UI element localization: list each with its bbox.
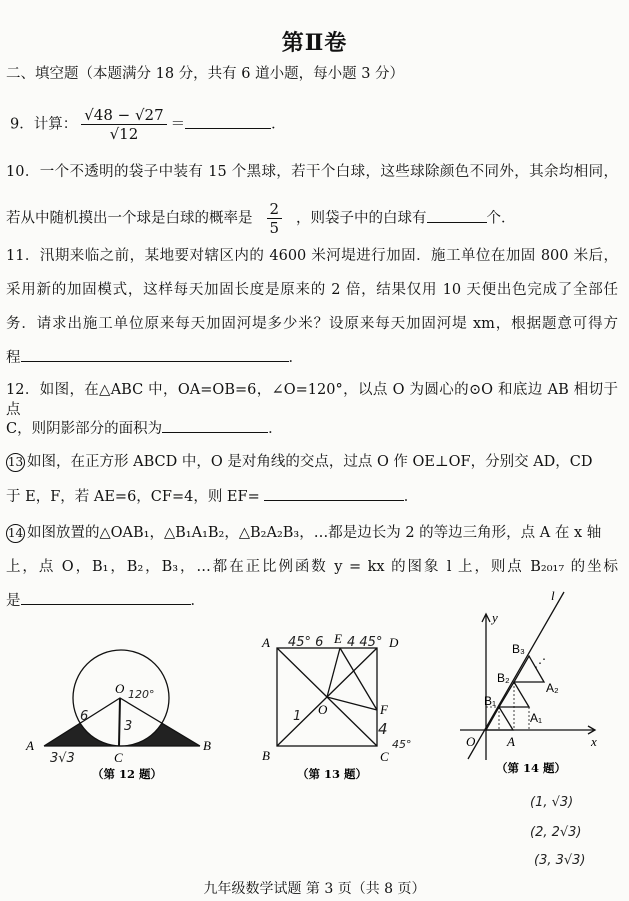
fig14-line-l [468, 592, 564, 759]
fig13-note-cf: 4 [378, 720, 388, 738]
fig13-label-e: E [334, 631, 342, 646]
fig13-note-c-angle: 45° [392, 738, 412, 751]
page-footer: 九年级数学试题 第 3 页（共 8 页） [203, 881, 426, 897]
q14-text: 如图放置的△OAB₁，△B₁A₁B₂，△B₂A₂B₃，…都是边长为 2 的等边三角形，点 A 在 x 轴 [27, 525, 602, 541]
fig13-note-ae: 45° 6 [288, 635, 324, 650]
q11-line3: 务．请求出施工单位原来每天加固河堤多少米？设原来每天加固河堤 xm，根据题意可得方 [6, 316, 618, 332]
q10-text-b: ，则袋子中的白球有 [296, 210, 427, 227]
page-title: 第Ⅱ卷 [281, 30, 348, 56]
q9-numerator: √48 − √27 [81, 106, 166, 125]
fig13-note-ed: 4 45° [347, 635, 383, 650]
fig12-label-o: O [115, 681, 125, 696]
q9-end: ． [271, 116, 286, 133]
fig13-label-c: C [380, 749, 389, 764]
fig12-radius-oc [119, 698, 120, 746]
fig12-note-base: 3√3 [50, 751, 75, 766]
fig14-label-b1: B₁ [484, 694, 497, 708]
fig14-label-a2: A₂ [546, 681, 559, 695]
q14-circled-number: 14 [6, 524, 25, 543]
fig14-label-b3: B₃ [512, 642, 525, 656]
fig13-label-o: O [318, 702, 328, 717]
q10-text-c: 个． [486, 210, 516, 227]
fig14-label-l: l [551, 588, 555, 603]
section-heading: 二、填空题（本题满分 18 分，共有 6 道小题，每小题 3 分） [6, 66, 405, 82]
fig13-note-one: 1 [293, 709, 302, 724]
q9-denominator: √12 [109, 125, 139, 143]
fig12-note-side: 6 [80, 709, 89, 724]
fig12-label-c: C [114, 750, 123, 765]
q11-line1: 11．汛期来临之前，某地要对辖区内的 4600 米河堤进行加固．施工单位在加固 800 米后， [6, 248, 618, 264]
q10-frac-den: 5 [269, 219, 280, 237]
fig14-label-x: x [591, 734, 597, 749]
q10-text-a: 若从中随机摸出一个球是白球的概率是 [6, 210, 253, 227]
q13-text: 如图，在正方形 ABCD 中，O 是对角线的交点，过点 O 作 OE⊥OF，分别交 AD，CD [27, 454, 593, 470]
fig12-label-b: B [203, 738, 211, 753]
fig13-label-a: A [262, 635, 270, 650]
q13-end: ． [403, 489, 419, 505]
fig14-label-b2: B₂ [497, 671, 510, 685]
q12-text: C，则阴影部分的面积为 [6, 421, 163, 437]
q12-end: ． [268, 421, 283, 437]
fig13-label-d: D [389, 635, 399, 650]
q12-line1: 12．如图，在△ABC 中，OA=OB=6，∠O=120°，以点 O 为圆心的⊙O 和底边 AB 相切于点 [6, 382, 618, 418]
figure-14 [460, 592, 595, 760]
fig13-caption: （第 13 题） [297, 767, 368, 781]
q11-line2: 采用新的加固模式，这样每天加固长度是原来的 2 倍，结果仅用 10 天便出色完成了全部任 [6, 282, 618, 298]
q14-line2: 上，点 O，B₁，B₂，B₃，…都在正比例函数 y = kx 的图象 l 上，则点 B₂₀₁₇ 的坐标 [6, 559, 618, 575]
fig12-note-height: 3 [124, 719, 133, 734]
q11-end: ． [288, 350, 303, 366]
q10-frac-num: 2 [267, 200, 283, 219]
handwritten-answer-1: (1, √3) [530, 795, 574, 810]
q11-text: 程 [6, 350, 21, 366]
fig14-label-y: y [492, 610, 498, 625]
figure-13 [277, 648, 377, 746]
fig14-label-a1: A₁ [530, 711, 543, 725]
q13-text-2: 于 E，F，若 AE=6，CF=4，则 EF= [6, 489, 260, 505]
handwritten-answer-2: (2, 2√3) [530, 825, 582, 840]
q13-circled-number: 13 [6, 453, 25, 472]
fig14-caption: （第 14 题） [496, 761, 567, 775]
q9-prefix: 9．计算： [10, 116, 78, 133]
fig14-dots: ⋰ [534, 656, 546, 670]
fig14-label-o: O [466, 734, 476, 749]
fig14-label-a: A [507, 734, 515, 749]
figure-12 [25, 650, 211, 781]
q9-equals: ＝ [170, 116, 186, 133]
q14-end: ． [190, 593, 205, 609]
handwritten-answer-3: (3, 3√3) [534, 853, 586, 868]
fig13-label-b: B [262, 748, 270, 763]
q10-line1: 10．一个不透明的袋子中装有 15 个黑球，若干个白球，这些球除颜色不同外，其余均相同， [6, 164, 618, 180]
q14-text-3: 是 [6, 593, 21, 609]
fig12-caption: （第 12 题） [92, 767, 163, 781]
fig13-label-f: F [380, 702, 388, 717]
fig12-label-a: A [26, 738, 34, 753]
fig12-note-angle: 120° [128, 688, 155, 701]
